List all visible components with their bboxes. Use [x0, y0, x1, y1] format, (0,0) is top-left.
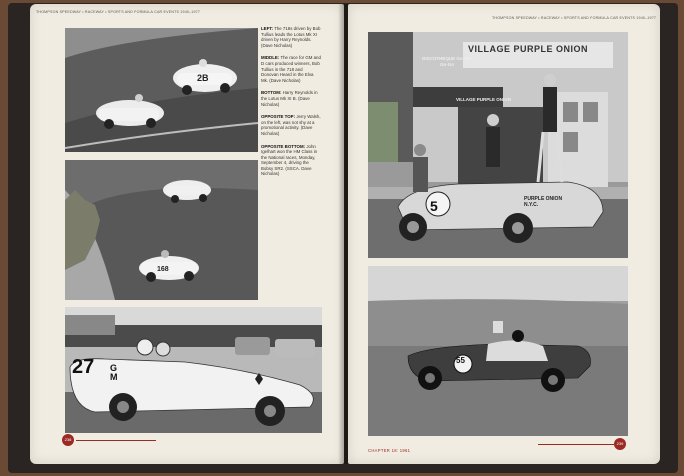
- store-sign: VILLAGE PURPLE ONION: [468, 44, 589, 54]
- left-page-number: 238: [62, 434, 74, 446]
- caption-opposite-bottom: OPPOSITE BOTTOM: John Igelhart won the HM Class in the National races, Monday, September 4, driving the Bobsy SR2. (SSCA. Dave Nicholas): [261, 143, 318, 177]
- photo-race-cars-curve: [65, 160, 258, 300]
- car-class-gm: GM: [110, 363, 118, 382]
- left-footer-rule: [76, 440, 156, 441]
- right-page-header: THOMPSON SPEEDWAY • RACEWAY • SPORTS AND FORMULA CAR EVENTS 1940–1977: [492, 16, 657, 20]
- photo-captions: [261, 26, 321, 184]
- car-livery-text: PURPLE ONION N.Y.C.: [524, 196, 563, 208]
- caption-middle: MIDDLE: The race for GM and D cars produced winners, Bob Tullius in the 718 and Donovan Heard in the Elva Mk. (Dave Nicholas): [261, 55, 321, 83]
- right-footer-rule: [538, 444, 614, 445]
- awning-sign: VILLAGE PURPLE ONION: [456, 97, 512, 102]
- svg-text:168: 168: [157, 266, 169, 273]
- car-number-55: 55: [456, 356, 465, 365]
- right-page-number: 239: [614, 438, 626, 450]
- photo-race-cars-top: [65, 28, 258, 152]
- svg-text:2B: 2B: [197, 73, 209, 83]
- left-page: [30, 4, 344, 464]
- chapter-label: CHAPTER 18: 1961: [368, 448, 411, 453]
- left-page-header: THOMPSON SPEEDWAY • RACEWAY • SPORTS AND FORMULA CAR EVENTS 1940–1977: [36, 10, 201, 14]
- photo-car-55: [368, 266, 628, 436]
- car-number-27: 27: [72, 356, 95, 378]
- caption-left: LEFT: The 718s driven by Bob Tullius leads the Lotus Mk XI driven by Harry Reynolds. (Dave Nicholas): [261, 26, 321, 48]
- caption-opposite-top: OPPOSITE TOP: Jerry Walsh, on the left, was not shy at a promotional activity. (Dave Nicholas): [261, 114, 321, 136]
- photo-purple-onion: [368, 32, 628, 258]
- right-page: [348, 4, 660, 464]
- car-number-5: 5: [430, 198, 438, 214]
- discotheque-board: DISCOTHEQUE Go-Go-Go-Go: [422, 56, 472, 67]
- photo-lotus-27: [65, 307, 322, 433]
- caption-bottom: BOTTOM: Harry Reynolds in the Lotus Mk XI B. (Dave Nicholas): [261, 90, 318, 107]
